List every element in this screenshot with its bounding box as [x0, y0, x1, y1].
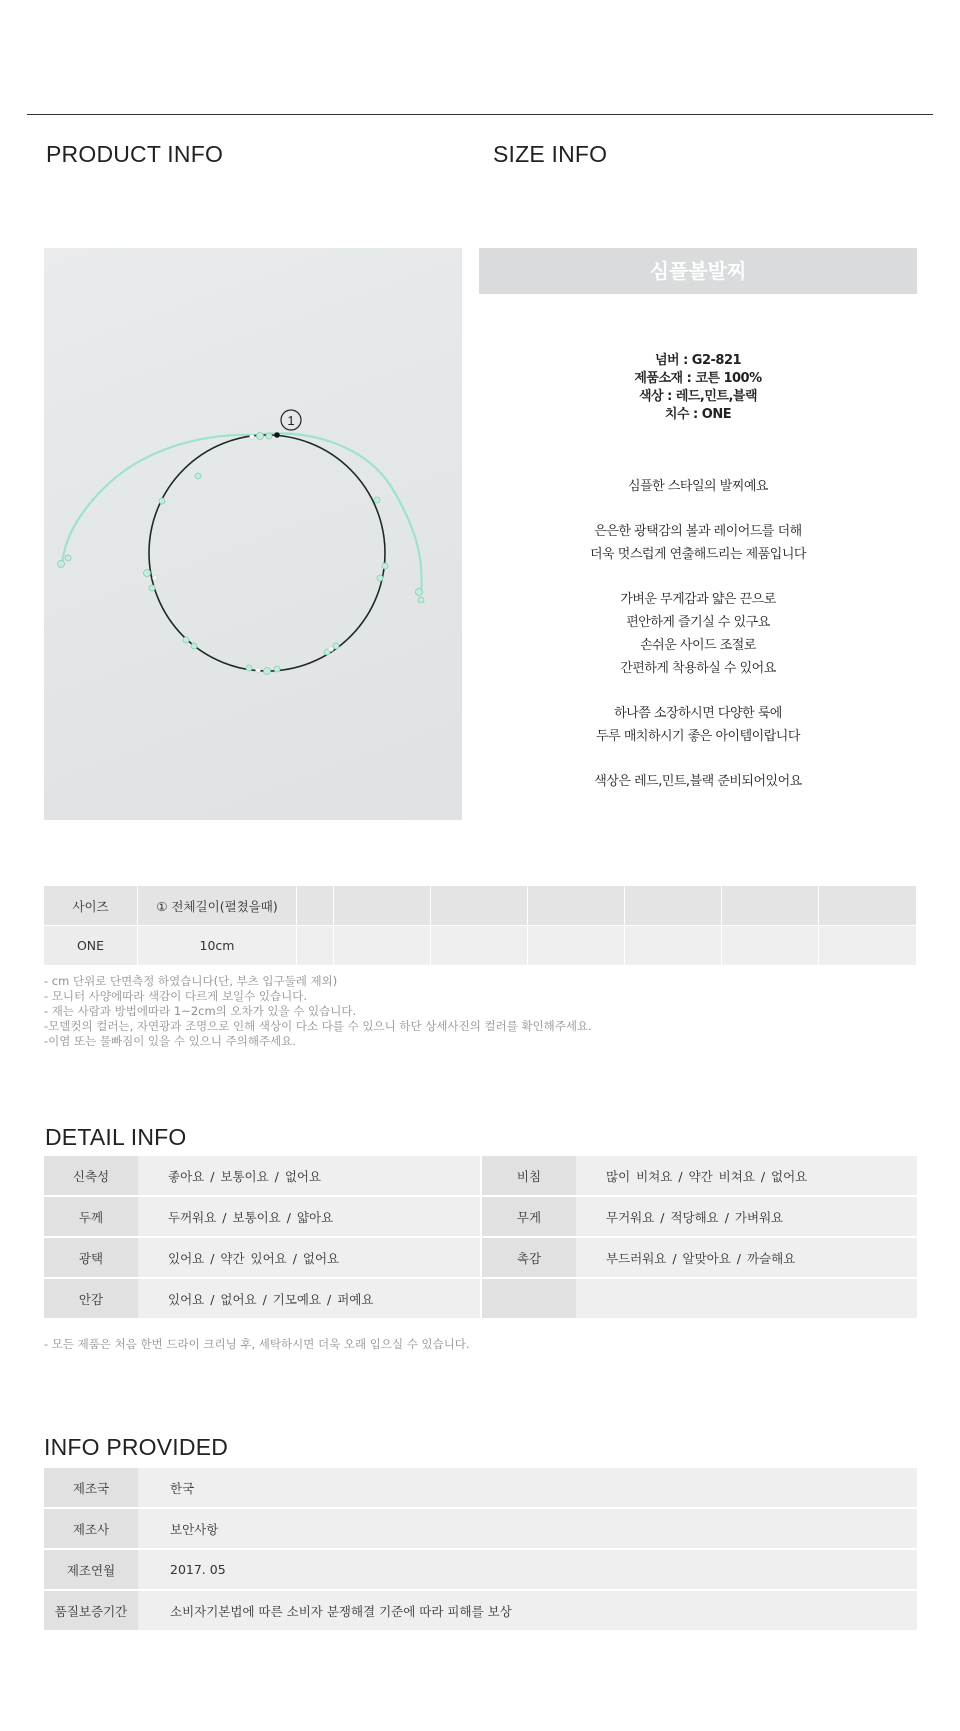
size-header-empty	[819, 886, 917, 926]
size-row-empty	[722, 926, 819, 966]
detail-label-thickness: 두께	[44, 1197, 138, 1238]
top-divider	[27, 114, 933, 115]
desc-line: 편안하게 즐기실 수 있구요	[626, 615, 770, 631]
detail-label-texture: 촉감	[480, 1238, 576, 1279]
size-row-empty	[625, 926, 722, 966]
size-table	[44, 886, 917, 966]
desc-line: 하나쯤 소장하시면 다양한 룩에	[614, 705, 782, 721]
detail-row	[44, 1238, 917, 1279]
info-provided-heading: INFO PROVIDED	[44, 1434, 229, 1460]
info-row	[44, 1509, 917, 1550]
detail-row	[44, 1279, 917, 1320]
desc-line: 색상은 레드,민트,블랙 준비되어있어요	[594, 774, 802, 790]
detail-row	[44, 1156, 917, 1197]
info-label-warranty: 품질보증기간	[44, 1591, 138, 1632]
detail-value-lining: 있어요 / 없어요 / 기모예요 / 퍼예요	[138, 1279, 480, 1320]
detail-label-weight: 무게	[480, 1197, 576, 1238]
detail-value-thickness: 두꺼워요 / 보통이요 / 얇아요	[138, 1197, 480, 1238]
spec-list	[479, 352, 917, 424]
detail-note: - 모든 제품은 처음 한번 드라이 크리닝 후, 세탁하시면 더욱 오래 입으실 수 있습니다.	[44, 1337, 470, 1351]
size-row-label: ONE	[44, 926, 138, 966]
size-header-total-length: ① 전체길이(펼쳤을때)	[138, 886, 297, 926]
info-value-date: 2017. 05	[138, 1550, 917, 1591]
size-header-empty	[334, 886, 431, 926]
info-row	[44, 1591, 917, 1632]
info-value-warranty: 소비자기본법에 따른 소비자 분쟁해결 기준에 따라 피해를 보상	[138, 1591, 917, 1632]
info-label-manufacturer: 제조사	[44, 1509, 138, 1550]
product-info-heading: PRODUCT INFO	[46, 141, 224, 167]
spec-size: 치수 : ONE	[664, 407, 732, 422]
size-info-heading: SIZE INFO	[493, 141, 608, 167]
anklet-illustration	[44, 248, 462, 820]
desc-line: 간편하게 착용하실 수 있어요	[620, 660, 776, 676]
product-name-banner: 심플볼발찌	[479, 248, 917, 294]
size-row-empty	[431, 926, 528, 966]
desc-line: 은은한 광택감의 볼과 레이어드를 더해	[594, 524, 802, 540]
size-row-empty	[334, 926, 431, 966]
size-notes	[44, 974, 592, 1049]
size-note-line: - cm 단위로 단면측정 하였습니다(단, 부츠 입구둘레 제외)	[44, 974, 338, 988]
size-header-empty	[722, 886, 819, 926]
size-header-label: 사이즈	[44, 886, 138, 926]
size-row-empty	[297, 926, 334, 966]
desc-line: 두루 매치하시기 좋은 아이템이랍니다	[596, 728, 800, 744]
info-row	[44, 1550, 917, 1591]
size-note-line: - 모니터 사양에따라 색감이 다르게 보일수 있습니다.	[44, 989, 308, 1003]
info-row	[44, 1468, 917, 1509]
detail-value-texture: 부드러워요 / 알맞아요 / 까슬해요	[576, 1238, 917, 1279]
size-note-line: -모델컷의 컬러는, 자연광과 조명으로 인해 색상이 다소 다를 수 있으니 하단 상세사진의 컬러를 확인해주세요.	[44, 1019, 592, 1033]
detail-row	[44, 1197, 917, 1238]
desc-line: 심플한 스타일의 발찌예요	[628, 479, 768, 494]
size-header-empty	[625, 886, 722, 926]
size-note-line: - 재는 사람과 방법에따라 1~2cm의 오차가 있을 수 있습니다.	[44, 1004, 357, 1018]
size-note-line: -이염 또는 물빠짐이 있을 수 있으니 주의해주세요.	[44, 1034, 296, 1048]
detail-label-gloss: 광택	[44, 1238, 138, 1279]
detail-label-sheer: 비침	[480, 1156, 576, 1197]
size-header-empty	[297, 886, 334, 926]
detail-value-sheer: 많이 비쳐요 / 약간 비쳐요 / 없어요	[576, 1156, 917, 1197]
size-header-empty	[528, 886, 625, 926]
measure-marker-number: 1	[287, 413, 295, 428]
info-label-country: 제조국	[44, 1468, 138, 1509]
detail-label-empty	[480, 1279, 576, 1320]
size-table-header-row	[44, 886, 917, 926]
desc-line: 손쉬운 사이드 조절로	[640, 637, 756, 653]
detail-value-gloss: 있어요 / 약간 있어요 / 없어요	[138, 1238, 480, 1279]
product-photo	[44, 248, 462, 820]
spec-material: 제품소재 : 코튼 100%	[634, 371, 762, 386]
detail-label-stretch: 신축성	[44, 1156, 138, 1197]
info-value-manufacturer: 보안사항	[138, 1509, 917, 1550]
info-provided-table	[44, 1468, 917, 1632]
desc-line: 가벼운 무게감과 얇은 끈으로	[620, 592, 776, 608]
info-value-country: 한국	[138, 1468, 917, 1509]
spec-number: 넘버 : G2-821	[654, 353, 742, 368]
product-description	[479, 476, 917, 794]
detail-info-heading: DETAIL INFO	[45, 1124, 187, 1150]
size-row-empty	[819, 926, 917, 966]
desc-line: 더욱 멋스럽게 연출해드리는 제품입니다	[590, 547, 806, 563]
detail-label-lining: 안감	[44, 1279, 138, 1320]
size-row-empty	[528, 926, 625, 966]
info-label-date: 제조연월	[44, 1550, 138, 1591]
size-row-total-length: 10cm	[138, 926, 297, 966]
detail-value-stretch: 좋아요 / 보통이요 / 없어요	[138, 1156, 480, 1197]
detail-table	[44, 1156, 917, 1320]
size-table-row	[44, 926, 917, 966]
size-header-empty	[431, 886, 528, 926]
detail-value-empty	[576, 1279, 917, 1320]
detail-value-weight: 무거워요 / 적당해요 / 가벼워요	[576, 1197, 917, 1238]
spec-color: 색상 : 레드,민트,블랙	[638, 389, 758, 404]
